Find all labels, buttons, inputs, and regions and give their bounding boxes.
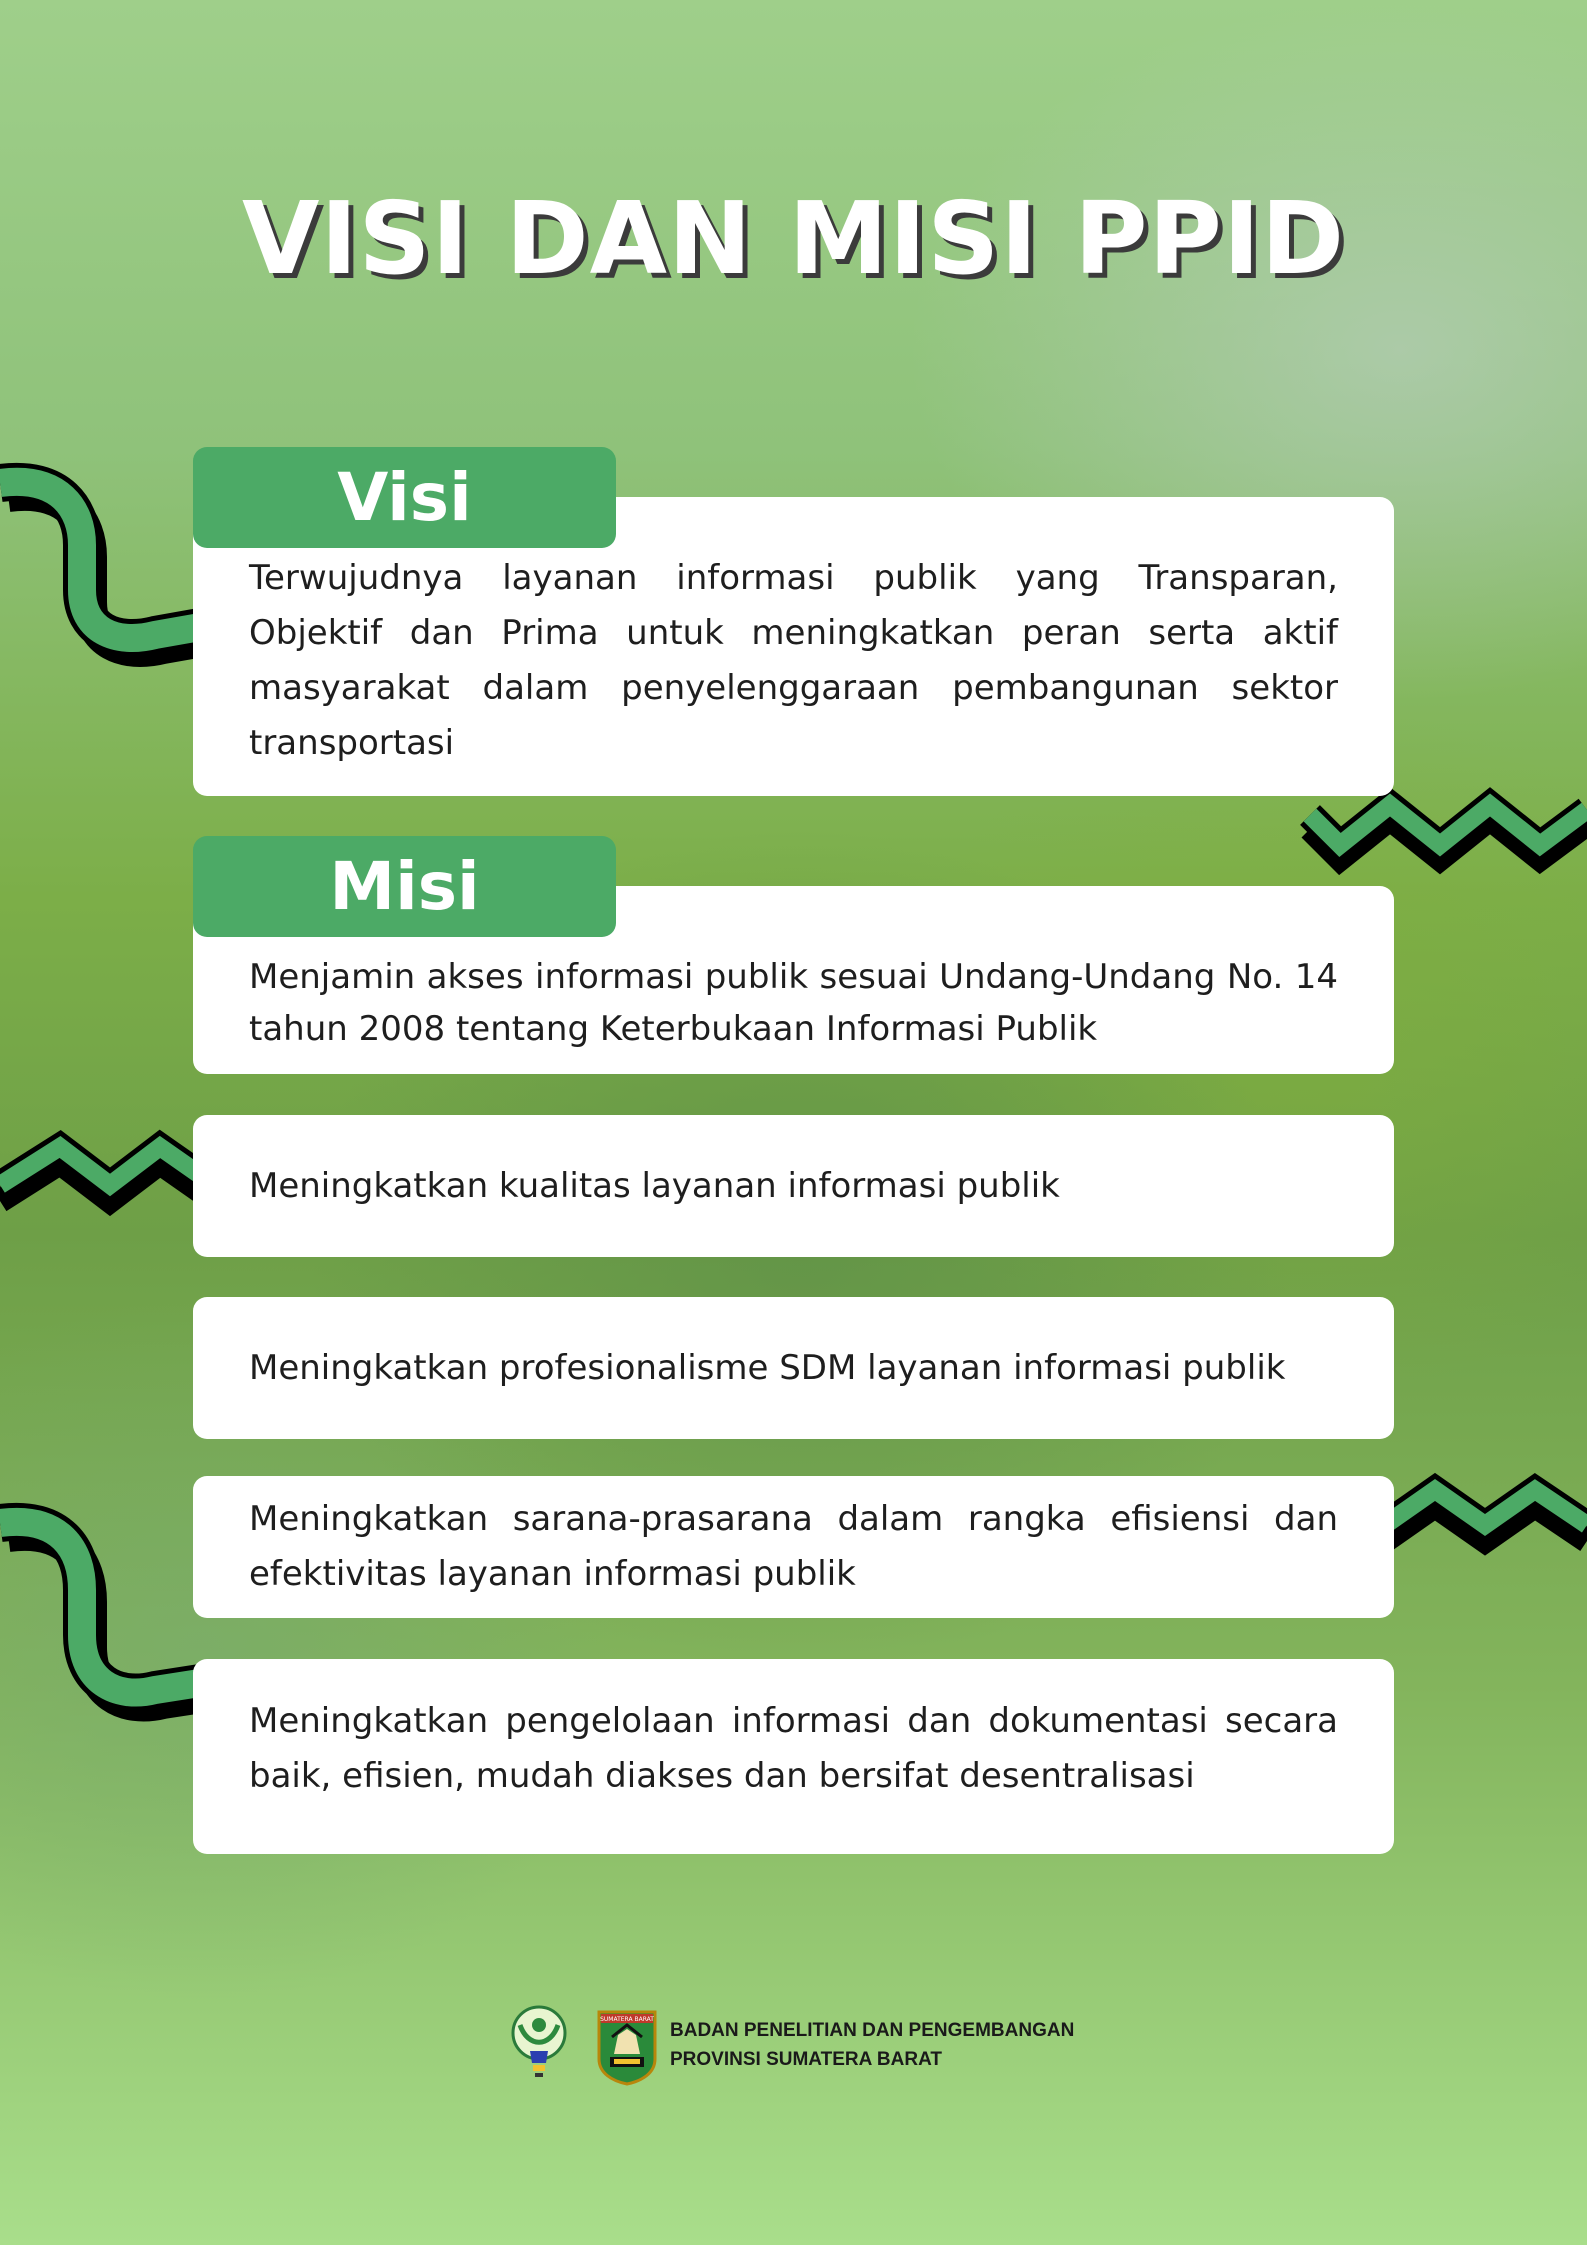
sumatera-barat-emblem-icon [596,2009,658,2086]
misi-item-text: Meningkatkan profesionalisme SDM layanan informasi publik [249,1347,1286,1388]
misi-item-5 [193,1659,1394,1854]
squiggle-decoration-bottom-left [0,1495,200,1765]
footer-line-2: PROVINSI SUMATERA BARAT [670,2049,942,2070]
squiggle-decoration-top-left [0,455,200,715]
zigzag-decoration-left [0,1125,200,1245]
misi-item-4 [193,1476,1394,1618]
visi-text: Terwujudnya layanan informasi publik yang Transparan, Objektif dan Prima untuk meningkatkan peran serta aktif masyarakat dalam penyelenggaraan pembangunan sektor transportasi [249,557,1338,763]
misi-label: Misi [193,836,616,937]
emblem-banner-text: SUMATERA BARAT [600,2016,654,2023]
footer-institution [670,2016,1074,2074]
misi-item-text: Menjamin akses informasi publik sesuai Undang-Undang No. 14 tahun 2008 tentang Keterbukaan Informasi Publik [249,957,1338,1049]
zigzag-decoration-right-lower [1385,1465,1587,1605]
misi-item-2 [193,1115,1394,1257]
page-title: VISI DAN MISI PPID [241,180,1346,297]
misi-item-text: Meningkatkan sarana-prasarana dalam rangka efisiensi dan efektivitas layanan informasi publik [249,1499,1338,1594]
visi-label: Visi [193,447,616,548]
green-innovation-science-logo-icon [508,2003,570,2087]
misi-item-3 [193,1297,1394,1439]
misi-item-text: Meningkatkan kualitas layanan informasi publik [249,1165,1060,1206]
footer-line-1: BADAN PENELITIAN DAN PENGEMBANGAN [670,2020,1075,2041]
misi-item-text: Meningkatkan pengelolaan informasi dan dokumentasi secara baik, efisien, mudah diakses dan bersifat desentralisasi [249,1700,1338,1796]
